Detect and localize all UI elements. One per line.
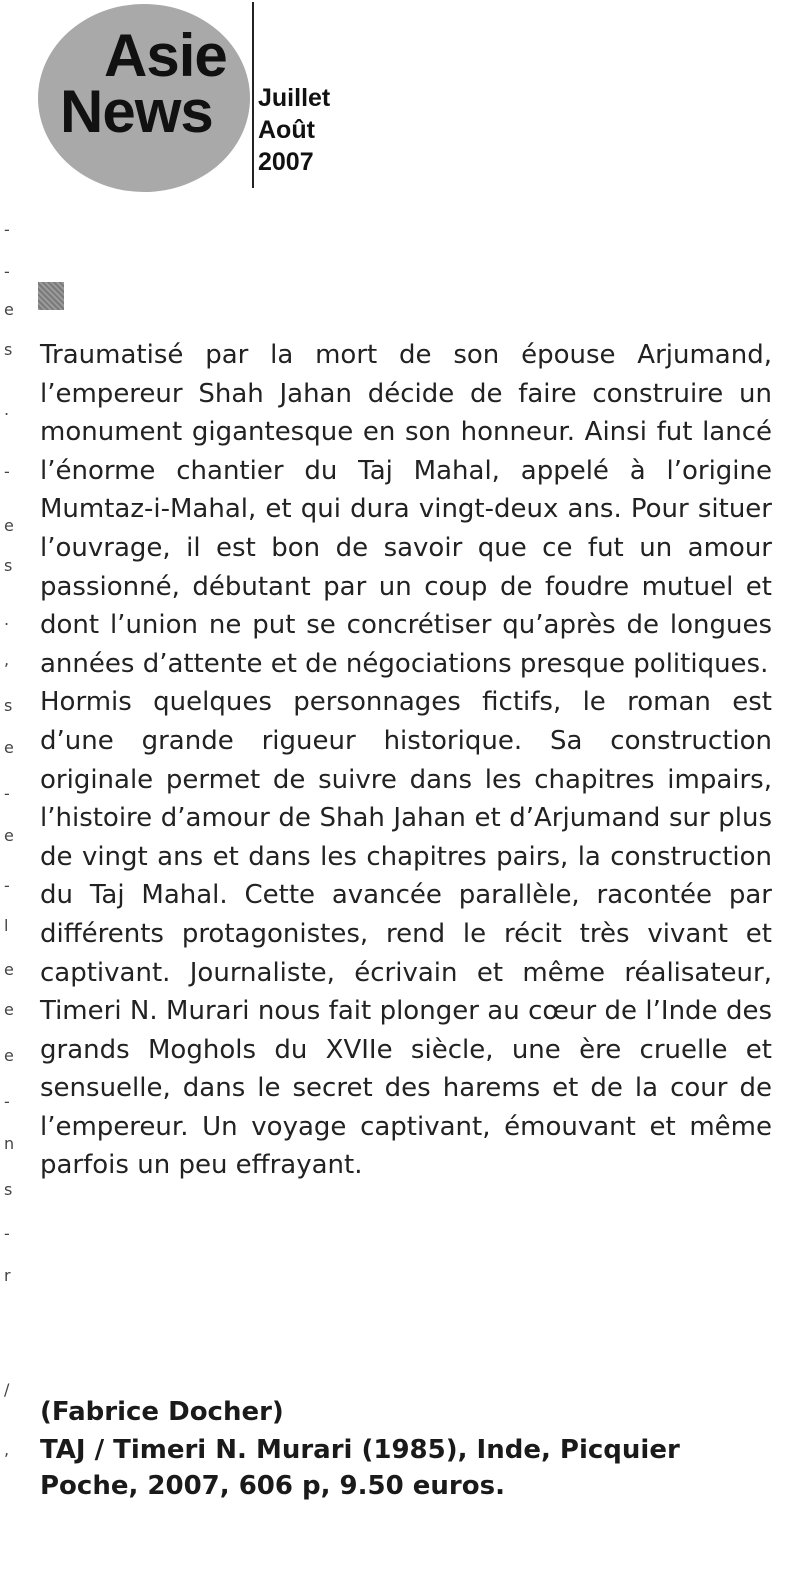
issue-year: 2007 (258, 148, 314, 176)
issue-month-july: Juillet (258, 84, 331, 112)
article-body (40, 336, 772, 1185)
logo-text-asie: Asie (104, 22, 227, 89)
header-divider (252, 2, 254, 188)
book-reference (40, 1432, 780, 1504)
issue-month-august: Août (258, 116, 315, 144)
section-marker (38, 282, 64, 310)
logo-text-news: News (60, 78, 213, 145)
article-byline: (Fabrice Docher) (40, 1397, 284, 1427)
left-margin-scan-artifacts: - - e s . - e s . , s e - e - l e e e - n s - r / , (4, 220, 15, 1459)
book-reference-line-2: Poche, 2007, 606 p, 9.50 euros. (40, 1471, 505, 1501)
article-paragraph-1: Traumatisé par la mort de son épouse Arjumand, l’empereur Shah Jahan décide de faire construire un monument gigantesque en son honneur. Ainsi fut lancé l’énorme chantier du Taj Mahal, appelé à l’origine Mumtaz-i-Mahal, et qui dura vingt-deux ans. Pour situer l’ouvrage, il est bon de savoir que ce fut un amour passionné, débutant par un coup de foudre mutuel et dont l’union ne put se concrétiser qu’après de longues années d’attente et de négociations presque politiques. (40, 340, 772, 679)
issue-date (258, 82, 330, 178)
book-reference-line-1: TAJ / Timeri N. Murari (1985), Inde, Picquier (40, 1435, 680, 1465)
article-paragraph-2: Hormis quelques personnages fictifs, le roman est d’une grande rigueur historique. Sa construction originale permet de suivre dans les chapitres impairs, l’histoire d’amour de Shah Jahan et d’Arjumand sur plus de vingt ans et dans les chapitres pairs, la construction du Taj Mahal. Cette avancée parallèle, racontée par différents protagonistes, rend le récit très vivant et captivant. Journaliste, écrivain et même réalisateur, Timeri N. Murari nous fait plonger au cœur de l’Inde des grands Moghols du XVIIe siècle, une ère cruelle et sensuelle, dans le secret des harems et de la cour de l’empereur. Un voyage captivant, émouvant et même parfois un peu effrayant. (40, 687, 772, 1181)
